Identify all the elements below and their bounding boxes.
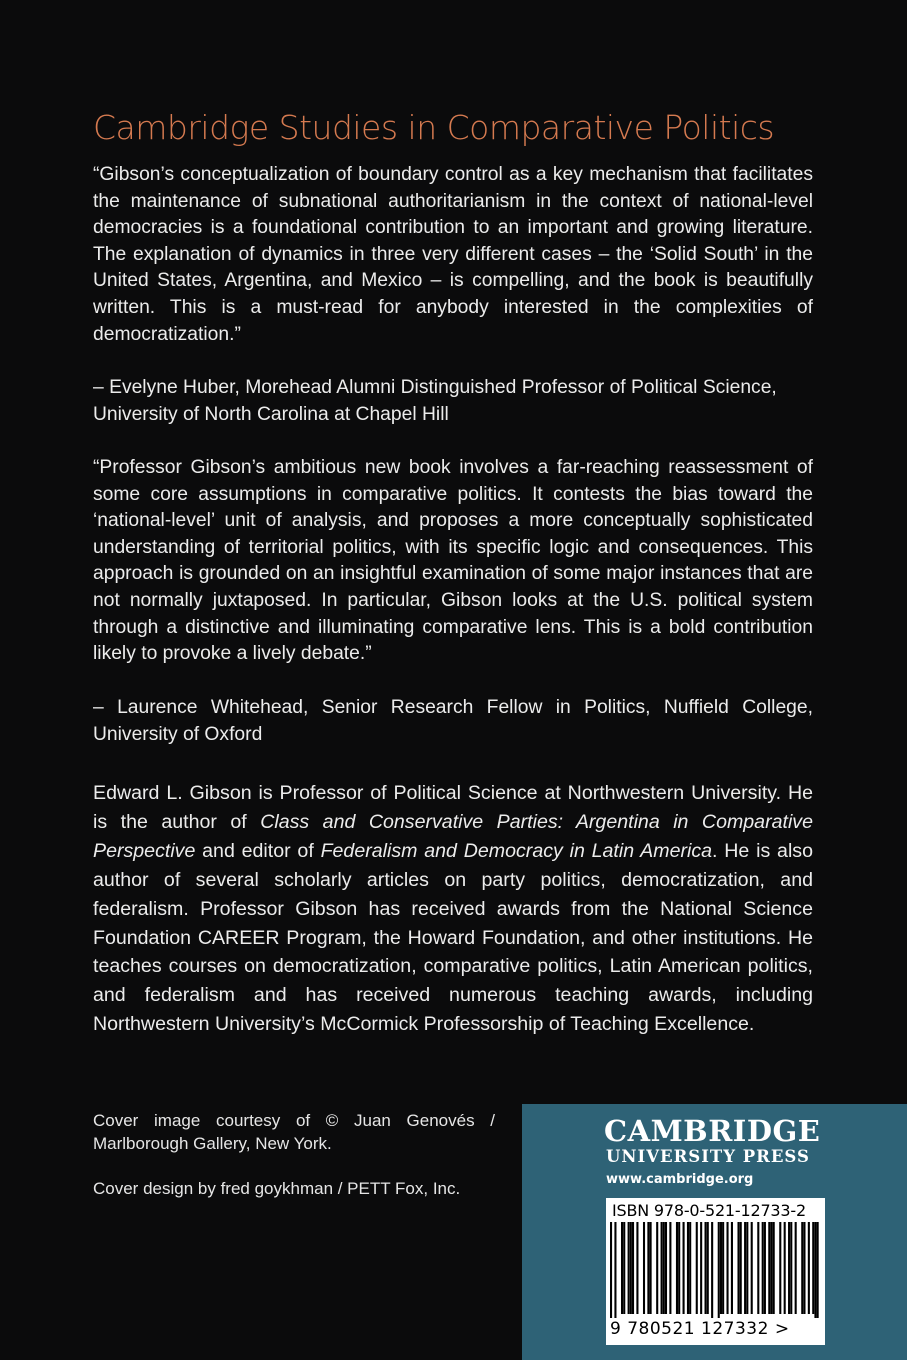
endorsement-attribution-whitehead: – Laurence Whitehead, Senior Research Fellow in Politics, Nuffield College, University of Oxford [93, 697, 813, 745]
cover-image-credit: Cover image courtesy of © Juan Genovés / Marlborough Gallery, New York. [93, 1111, 495, 1153]
publisher-logo-name: CAMBRIDGE [604, 1114, 821, 1148]
publisher-url: www.cambridge.org [606, 1172, 754, 1187]
series-title: Cambridge Studies in Comparative Politics [93, 108, 775, 147]
bio-book-title-1: Class and Conservative Parties: Argentina in Comparative Perspective [93, 810, 813, 862]
endorsement-quote-whitehead: “Professor Gibson’s ambitious new book involves a far-reaching reassessment of some core assumptions in comparative politics. It contests the bias toward the ‘national-level’ unit of analysis, and proposes a more conceptually sophisticated understanding of territorial politics, with its specific logic and consequences. This approach is grounded on an insightful examination of some major instances that are not normally juxtaposed. In particular, Gibson looks at the U.S. political system through a distinctive and illuminating comparative lens. This is a bold contribution likely to provoke a lively debate.” [93, 457, 813, 665]
bio-text-3: . He is also author of several scholarly articles on party politics, democratization, and federalism. Professor Gibson has received awards from the National Science Foundation CAREER Program, the Howard Foundation, and other institutions. He teaches courses on democratization, comparative politics, Latin American politics, and federalism and has received numerous teaching awards, including Northwestern University’s McCormick Professorship of Teaching Excellence. [93, 839, 813, 1036]
cover-design-credit: Cover design by fred goykhman / PETT Fox, Inc. [93, 1179, 461, 1198]
bio-book-title-2: Federalism and Democracy in Latin America [320, 839, 713, 862]
bio-text-1: Edward L. Gibson is Professor of Political Science at Northwestern University. He is the author of [93, 782, 813, 833]
endorsement-quote-huber: “Gibson’s conceptualization of boundary control as a key mechanism that facilitates the maintenance of subnational authoritarianism in the context of national-level democracies is a foundational contribution to an important and growing literature. The explanation of dynamics in three very different cases – the ‘Solid South’ in the United States, Argentina, and Mexico – is compelling, and the book is beautifully written. This is a must-read for anybody interested in the complexities of democratization.” [93, 164, 813, 345]
publisher-logo-subtitle: UNIVERSITY PRESS [606, 1147, 810, 1166]
isbn-label: ISBN 978-0-521-12733-2 [612, 1201, 806, 1220]
author-biography [93, 779, 813, 1039]
endorsement-attribution-huber: – Evelyne Huber, Morehead Alumni Distinguished Professor of Political Science, University of North Carolina at Chapel Hill [93, 377, 777, 425]
bio-text-2: and editor of [195, 839, 321, 862]
publisher-panel [522, 1104, 907, 1360]
barcode-box [606, 1198, 825, 1345]
barcode-icon [610, 1222, 821, 1318]
barcode-digits: 9 780521 127332 > [610, 1319, 790, 1339]
